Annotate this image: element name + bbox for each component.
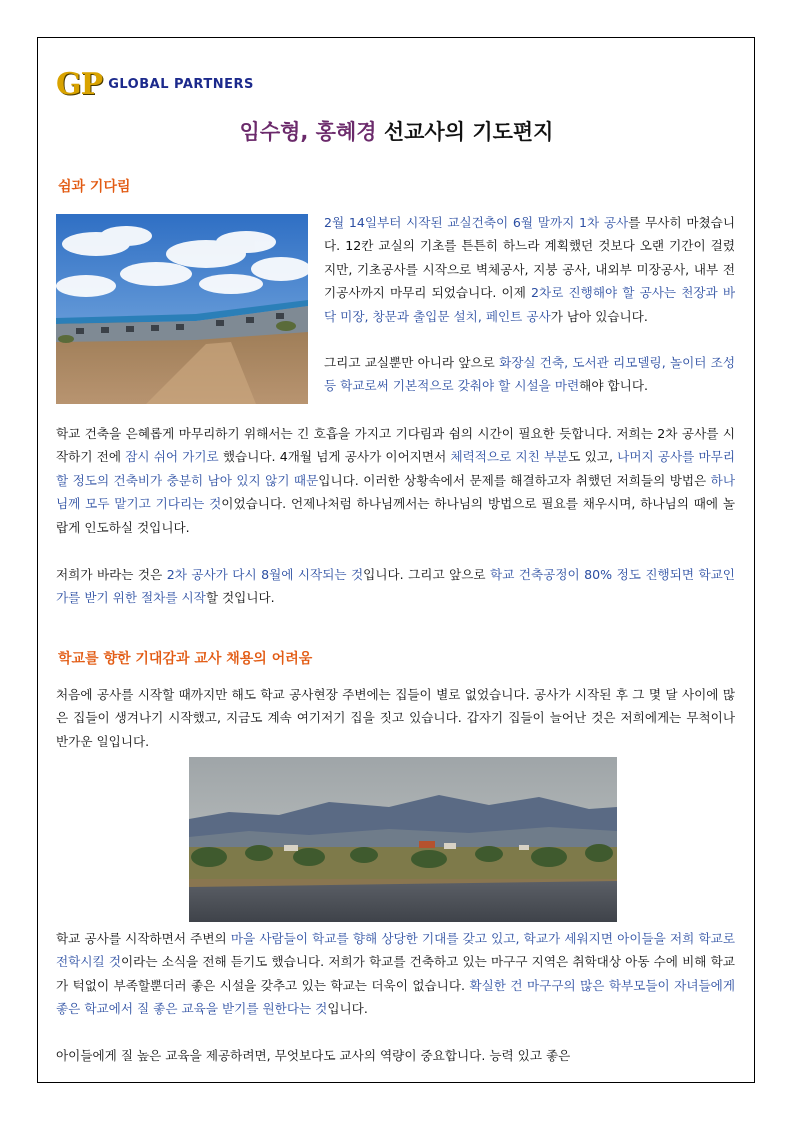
body-text: 아이들에게 질 높은 교육을 제공하려면, 무엇보다도 교사의 역량이 중요합니다. 능력 있고 좋은 — [56, 1048, 571, 1063]
logo — [56, 66, 254, 102]
section1-paragraph-3 — [56, 422, 735, 539]
section2-paragraph-3 — [56, 1044, 735, 1067]
body-text: 입니다. 그리고 앞으로 — [363, 567, 491, 582]
body-text: 이라는 소식을 전해 듣기도 했습니다. 저희가 학교를 건축하고 있는 마구구 지역은 취학대상 아동 수에 비해 학교가 턱없이 부족할뿐더러 좋은 시설을 갖추고 있는 학교는 더욱이 없습니다. — [56, 954, 735, 993]
highlighted-text: 2월 14일부터 시작된 교실건축이 6월 말까지 1차 공사 — [324, 215, 629, 230]
body-text: 이었습니다. 언제나처럼 하나님께서는 하나님의 방법으로 필요를 채우시며, 하나님의 때에 놀랍게 인도하실 것입니다. — [56, 496, 736, 535]
highlighted-text: 확실한 건 마구구의 많은 학부모들이 자녀들에게 좋은 학교에서 질 좋은 교육을 받기를 원한다는 것 — [56, 977, 735, 1017]
section2-paragraph-1 — [56, 683, 735, 753]
highlighted-text: 나머지 공사를 마무리 할 정도의 건축비가 충분히 남아 있지 않기 때문 — [56, 449, 736, 488]
body-text: 저희가 바라는 것은 — [56, 567, 167, 582]
body-text: 가 남아 있습니다. — [550, 308, 648, 324]
section1-paragraph-4 — [56, 563, 735, 610]
section2-heading: 학교를 향한 기대감과 교사 채용의 어려움 — [58, 651, 313, 667]
section1-paragraph-2 — [324, 351, 735, 398]
landscape-image — [189, 757, 617, 922]
school-building-photo — [56, 214, 308, 404]
page-title — [0, 116, 793, 146]
body-text: 학교 공사를 시작하면서 주변의 — [56, 931, 231, 946]
body-text: 처음에 공사를 시작할 때까지만 해도 학교 공사현장 주변에는 집들이 별로 없었습니다. 공사가 시작된 후 그 몇 달 사이에 많은 집들이 생겨나기 시작했고, 지금도 계속 여기저기 집을 짓고 있습니다. 갑자기 집들이 늘어난 것은 저희에게는 무척이나 반가운 일입니다. — [56, 687, 735, 749]
body-text: 학교 건축을 은혜롭게 마무리하기 위해서는 긴 호흡을 가지고 기다림과 쉼의 시간이 필요한 듯합니다. 저희는 2차 공사를 시작하기 전에 — [56, 426, 735, 465]
highlighted-text: 하나님께 모두 맡기고 기다리는 것 — [56, 472, 735, 512]
body-text: 를 무사히 마쳤습니다. 12칸 교실의 기초를 튼튼히 하느라 계획했던 것보다 오랜 기간이 걸렸지만, 기초공사를 시작으로 벽체공사, 지붕 공사, 내외부 미장공사, 내부 전기공사까지 마무리 되었습니다. 이제 — [324, 215, 735, 301]
section1-paragraph-1 — [324, 211, 735, 328]
highlighted-text: 학교 건축공정이 80% 정도 진행되면 학교인가를 받기 위한 절차를 시작 — [56, 567, 735, 606]
body-text: 해야 합니다. — [579, 378, 649, 394]
body-text: 그리고 교실뿐만 아니라 앞으로 — [324, 355, 500, 370]
section2-paragraph-2 — [56, 927, 735, 1021]
body-text: 도 있고, — [568, 449, 618, 465]
body-text: 입니다. 이러한 상황속에서 문제를 해결하고자 취했던 저희들의 방법은 — [318, 472, 711, 488]
highlighted-text: 체력적으로 지친 부분 — [450, 449, 569, 465]
landscape-photo — [189, 757, 617, 922]
logo-text: GLOBAL PARTNERS — [108, 76, 254, 92]
highlighted-text: 2차로 진행해야 할 공사는 천장과 바닥 미장, 창문과 출입문 설치, 페인트 공사 — [324, 285, 735, 324]
title-rest: 선교사의 기도편지 — [383, 120, 554, 144]
highlighted-text: 마을 사람들이 학교를 향해 상당한 기대를 갖고 있고, 학교가 세워지면 아이들을 저희 학교로 전학시킬 것 — [56, 931, 736, 970]
highlighted-text: 화장실 건축, 도서관 리모델링, 놀이터 조성 등 학교로써 기본적으로 갖춰야 할 시설을 마련 — [324, 355, 736, 394]
section1-heading: 쉼과 기다림 — [58, 179, 131, 195]
title-names: 임수형, 홍혜경 — [239, 120, 377, 144]
highlighted-text: 2차 공사가 다시 8월에 시작되는 것 — [166, 567, 364, 582]
body-text: 했습니다. 4개월 넘게 공사가 이어지면서 — [218, 449, 451, 465]
highlighted-text: 잠시 쉬어 가기로 — [125, 449, 219, 465]
logo-mark: GP — [56, 66, 103, 102]
body-text: 할 것입니다. — [205, 590, 275, 606]
school-building-image — [56, 214, 308, 404]
body-text: 입니다. — [327, 1001, 368, 1017]
